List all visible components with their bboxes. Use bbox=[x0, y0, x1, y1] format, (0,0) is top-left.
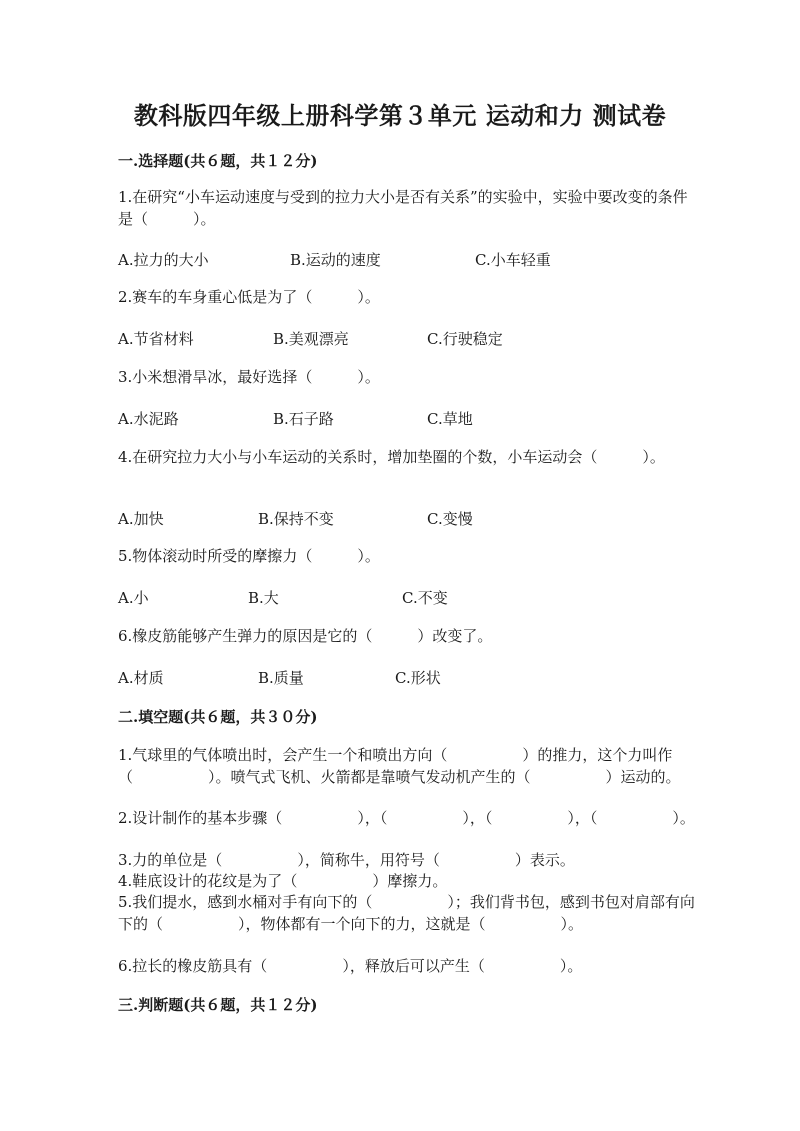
page-title: 教科版四年级上册科学第３单元 运动和力 测试卷 bbox=[133, 101, 667, 130]
fill-question-3: 3.力的单位是（ ），简称牛，用符号（ ）表示。 bbox=[118, 851, 575, 869]
choice-2-option-a: A.节省材料 bbox=[118, 330, 194, 348]
section-heading-judge: 三.判断题(共６题，共１２分) bbox=[118, 996, 318, 1014]
choice-5-option-c: C.不变 bbox=[402, 589, 448, 607]
choice-1-option-c: C.小车轻重 bbox=[475, 251, 551, 269]
choice-5-option-a: A.小 bbox=[118, 589, 149, 607]
choice-6-option-c: C.形状 bbox=[395, 669, 441, 687]
section-heading-choice: 一.选择题(共６题，共１２分) bbox=[118, 152, 318, 170]
fill-question-5: 5.我们提水，感到水桶对手有向下的（ ）；我们背书包，感到书包对肩部有向下的（ ），物体都有一个向下的力，这就是（ ）。 bbox=[118, 893, 695, 933]
choice-4-option-c: C.变慢 bbox=[427, 510, 473, 528]
choice-4-option-b: B.保持不变 bbox=[258, 510, 334, 528]
choice-question-4: 4.在研究拉力大小与小车运动的关系时，增加垫圈的个数，小车运动会（ ）。 bbox=[118, 448, 665, 466]
choice-question-1: 1.在研究“小车运动速度与受到的拉力大小是否有关系”的实验中，实验中要改变的条件是（ ）。 bbox=[118, 188, 688, 228]
choice-2-option-b: B.美观漂亮 bbox=[273, 330, 349, 348]
choice-4-option-a: A.加快 bbox=[118, 510, 164, 528]
choice-3-option-b: B.石子路 bbox=[273, 410, 334, 428]
choice-2-option-c: C.行驶稳定 bbox=[427, 330, 503, 348]
fill-question-6: 6.拉长的橡皮筋具有（ ），释放后可以产生（ ）。 bbox=[118, 957, 583, 975]
choice-1-option-b: B.运动的速度 bbox=[290, 251, 381, 269]
choice-question-3: 3.小米想滑旱冰，最好选择（ ）。 bbox=[118, 368, 380, 386]
fill-question-1: 1.气球里的气体喷出时，会产生一个和喷出方向（ ）的推力，这个力叫作（ ）。喷气式飞机、火箭都是靠喷气发动机产生的（ ）运动的。 bbox=[118, 746, 681, 786]
choice-1-option-a: A.拉力的大小 bbox=[118, 251, 209, 269]
choice-3-option-c: C.草地 bbox=[427, 410, 473, 428]
fill-question-4: 4.鞋底设计的花纹是为了（ ）摩擦力。 bbox=[118, 872, 448, 890]
section-heading-fill: 二.填空题(共６题，共３０分) bbox=[118, 708, 318, 726]
choice-question-2: 2.赛车的车身重心低是为了（ ）。 bbox=[118, 288, 380, 306]
choice-5-option-b: B.大 bbox=[248, 589, 279, 607]
choice-question-6: 6.橡皮筋能够产生弹力的原因是它的（ ）改变了。 bbox=[118, 627, 493, 645]
choice-6-option-b: B.质量 bbox=[258, 669, 304, 687]
choice-question-5: 5.物体滚动时所受的摩擦力（ ）。 bbox=[118, 547, 380, 565]
choice-6-option-a: A.材质 bbox=[118, 669, 164, 687]
choice-3-option-a: A.水泥路 bbox=[118, 410, 179, 428]
fill-question-2: 2.设计制作的基本步骤（ ），（ ），（ ），（ ）。 bbox=[118, 809, 695, 827]
